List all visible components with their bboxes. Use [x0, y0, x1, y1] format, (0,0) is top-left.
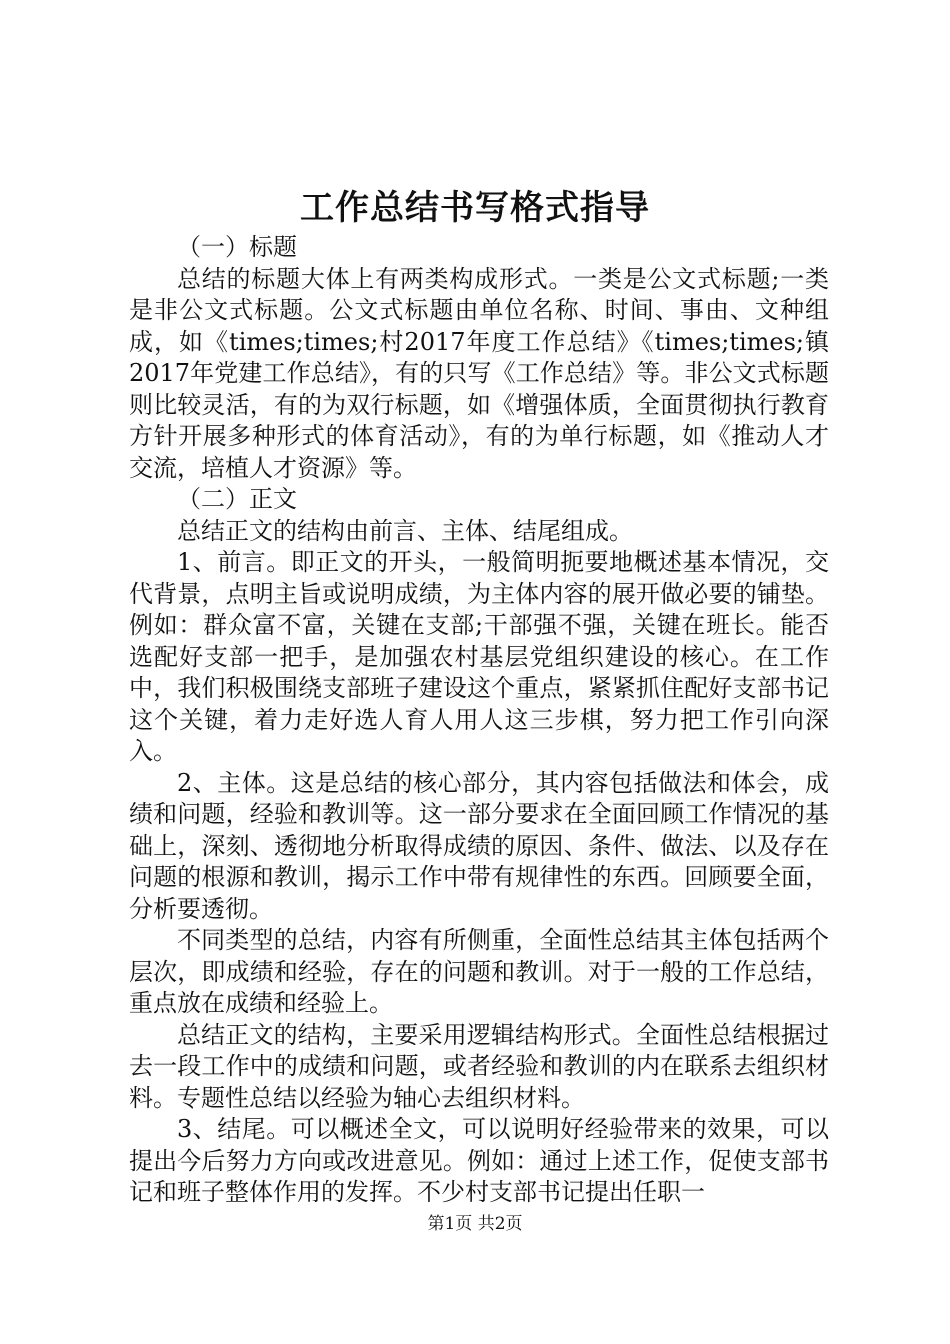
- document-title: 工作总结书写格式指导: [300, 188, 650, 228]
- section-heading-body: （二）正文: [177, 485, 297, 513]
- paragraph-logic-structure: 总结正文的结构，主要采用逻辑结构形式。全面性总结根据过去一段工作中的成绩和问题，或者经验和教训的内在联系去组织材料。专题性总结以经验为轴心去组织材料。: [129, 1020, 829, 1112]
- paragraph-summary-types: 不同类型的总结，内容有所侧重，全面性总结其主体包括两个层次，即成绩和经验，存在的问题和教训。对于一般的工作总结，重点放在成绩和经验上。: [129, 926, 829, 1017]
- paragraph-preface: 1、前言。即正文的开头，一般简明扼要地概述基本情况，交代背景，点明主旨或说明成绩，为主体内容的展开做必要的铺垫。例如：群众富不富，关键在支部;干部强不强，关键在班长。能否选配好支部一把手，是加强农村基层党组织建设的核心。在工作中，我们积极围绕支部班子建设这个重点，紧紧抓住配好支部书记这个关键，着力走好选人育人用人这三步棋，努力把工作引向深入。: [129, 548, 829, 765]
- section-heading-title: （一）标题: [177, 233, 297, 261]
- paragraph-body-structure: 总结正文的结构由前言、主体、结尾组成。: [177, 516, 633, 545]
- paragraph-title-forms: 总结的标题大体上有两类构成形式。一类是公文式标题;一类是非公文式标题。公文式标题由单位名称、时间、事由、文种组成，如《times;times;村2017年度工作总结》《times;times;镇2017年党建工作总结》，有的只写《工作总结》等。非公文式标题则比较灵活，有的为双行标题，如《增强体质，全面贯彻执行教育方针开展多种形式的体育活动》，有的为单行标题，如《推动人才交流，培植人才资源》等。: [129, 264, 829, 482]
- paragraph-main-part: 2、主体。这是总结的核心部分，其内容包括做法和体会，成绩和问题，经验和教训等。这一部分要求在全面回顾工作情况的基础上，深刻、透彻地分析取得成绩的原因、条件、做法、以及存在问题的根源和教训，揭示工作中带有规律性的东西。回顾要全面，分析要透彻。: [129, 768, 829, 923]
- document-body: [129, 232, 829, 1209]
- page-footer: 第1页 共2页: [427, 1214, 523, 1234]
- paragraph-ending: 3、结尾。可以概述全文，可以说明好经验带来的效果，可以提出今后努力方向或改进意见。例如：通过上述工作，促使支部书记和班子整体作用的发挥。不少村支部书记提出任职一: [129, 1115, 829, 1206]
